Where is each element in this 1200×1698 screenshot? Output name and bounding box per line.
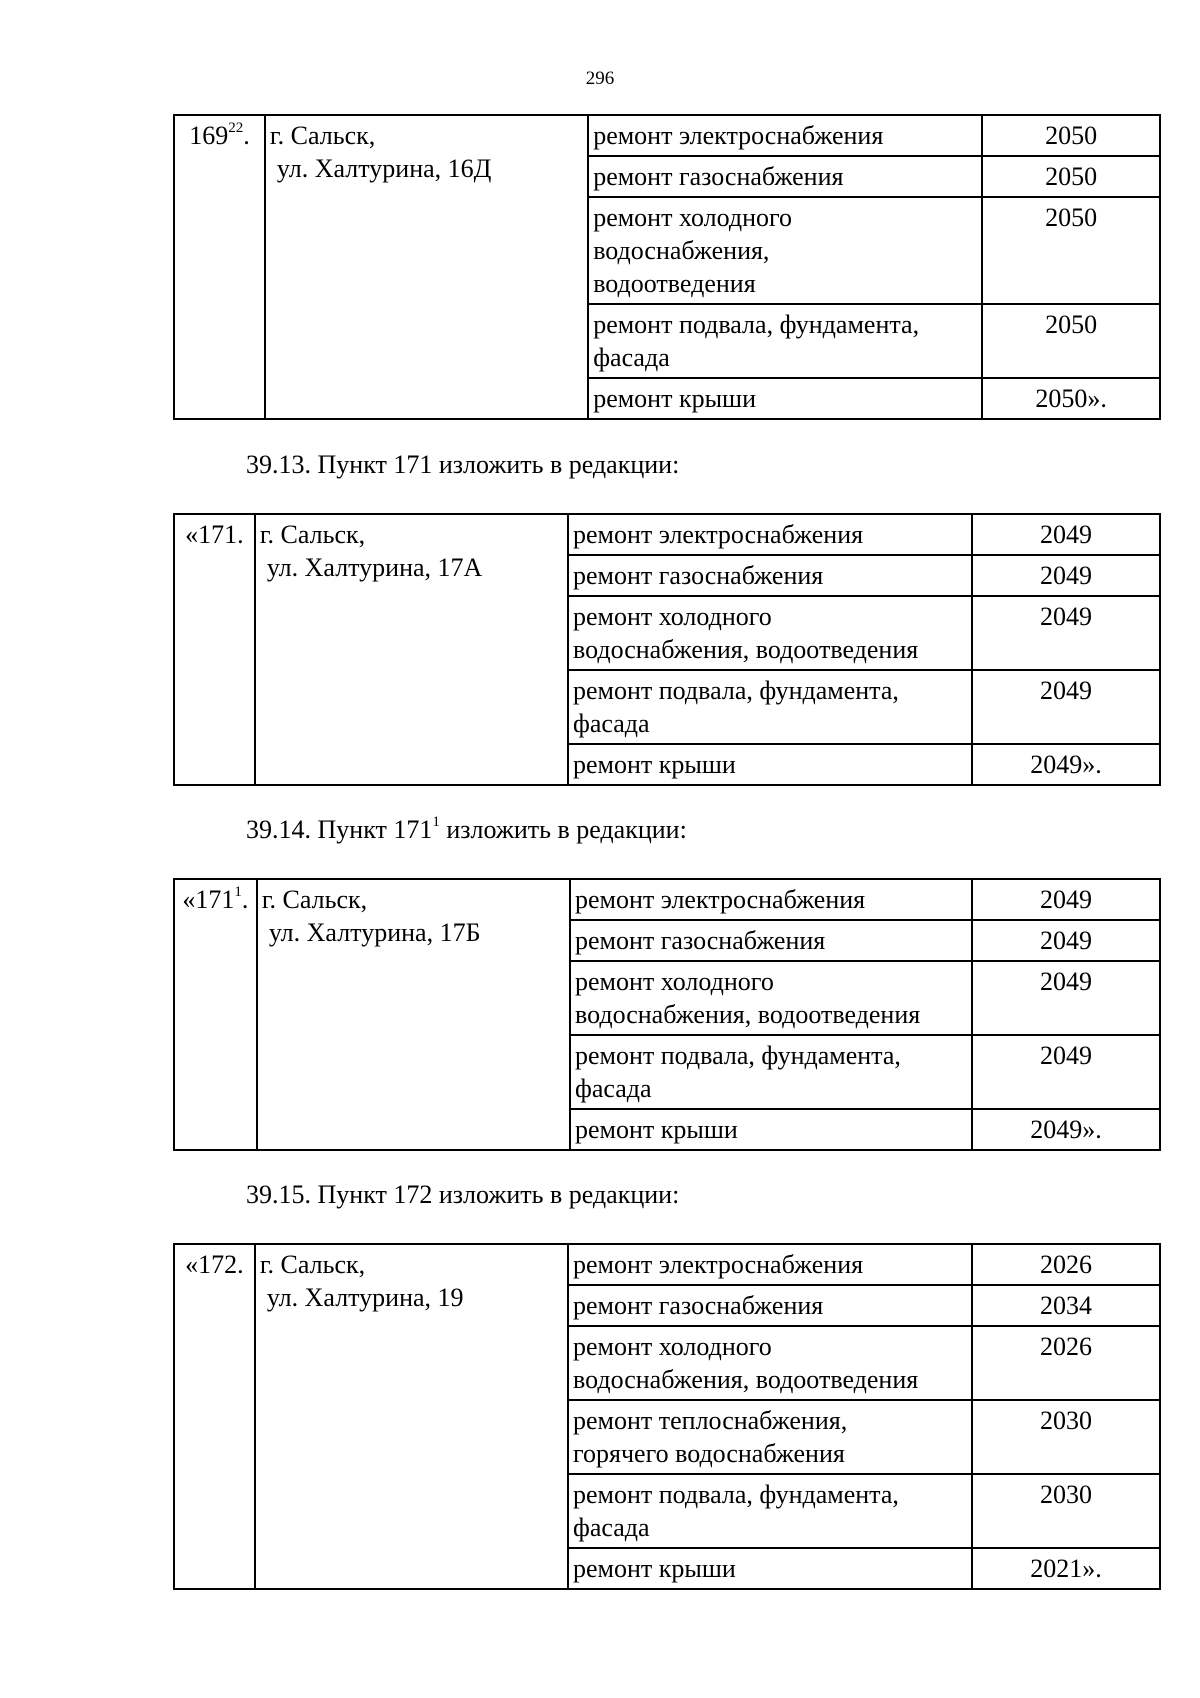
repair-table — [173, 1243, 1161, 1590]
instruction-paragraph: 39.15. Пункт 172 изложить в редакции: — [246, 1180, 680, 1209]
paragraph-text: 39.14. Пункт 171 — [246, 815, 433, 844]
work-type-cell — [568, 1244, 972, 1285]
work-type-line: ремонт подвала, фундамента, — [572, 676, 899, 705]
work-type-line: фасада — [593, 343, 670, 372]
address-line: г. Сальск, — [269, 121, 376, 150]
work-type-cell — [570, 1109, 972, 1150]
year-cell: 2050 — [982, 197, 1160, 304]
work-type-cell — [568, 555, 972, 596]
work-type-cell — [568, 670, 972, 744]
year-cell: 2034 — [972, 1285, 1160, 1326]
year-cell: 2030 — [972, 1400, 1160, 1474]
work-type-line: ремонт электроснабжения — [575, 885, 866, 914]
address-line: ул. Халтурина, 17Б — [268, 918, 481, 947]
instruction-paragraph: 39.13. Пункт 171 изложить в редакции: — [246, 450, 680, 479]
work-type-cell — [588, 115, 982, 156]
year-cell: 2021». — [972, 1548, 1160, 1589]
address-line: ул. Халтурина, 17А — [266, 553, 483, 582]
address-cell — [255, 514, 568, 785]
year-cell: 2049 — [972, 879, 1160, 920]
item-number-suffix: . — [241, 885, 249, 914]
work-type-cell — [570, 879, 972, 920]
work-type-line: фасада — [572, 1513, 650, 1542]
year-cell: 2049 — [972, 1035, 1160, 1109]
address-line: ул. Халтурина, 19 — [266, 1283, 464, 1312]
table-row — [174, 514, 1160, 555]
work-type-line: ремонт крыши — [572, 1554, 736, 1583]
work-type-line: ремонт газоснабжения — [572, 1291, 824, 1320]
work-type-line: ремонт электроснабжения — [572, 1250, 864, 1279]
work-type-cell — [568, 1285, 972, 1326]
work-type-line: водоснабжения, водоотведения — [572, 1365, 919, 1394]
work-type-cell — [568, 1400, 972, 1474]
work-type-cell — [568, 1474, 972, 1548]
table-row — [174, 879, 1160, 920]
address-line: ул. Халтурина, 16Д — [276, 154, 492, 183]
work-type-line: водоотведения — [593, 269, 756, 298]
paragraph-text: изложить в редакции: — [439, 815, 687, 844]
work-type-line: фасада — [572, 709, 650, 738]
item-number-superscript: 22 — [228, 120, 244, 137]
item-number — [174, 879, 257, 1150]
instruction-paragraph — [246, 813, 687, 846]
work-type-cell — [588, 197, 982, 304]
item-number-text: «172. — [185, 1250, 244, 1279]
work-type-line: горячего водоснабжения — [572, 1439, 845, 1468]
year-cell: 2050 — [982, 156, 1160, 197]
table-row — [174, 115, 1160, 156]
year-cell: 2049 — [972, 596, 1160, 670]
work-type-cell — [568, 1548, 972, 1589]
work-type-line: ремонт подвала, фундамента, — [572, 1480, 899, 1509]
item-number — [174, 514, 255, 785]
work-type-line: водоснабжения, — [593, 236, 770, 265]
year-cell: 2050 — [982, 304, 1160, 378]
repair-table — [173, 878, 1161, 1151]
work-type-cell — [588, 156, 982, 197]
item-number-suffix: . — [243, 121, 250, 150]
year-cell: 2049 — [972, 555, 1160, 596]
address-cell — [265, 115, 588, 419]
repair-table — [173, 114, 1161, 420]
work-type-line: водоснабжения, водоотведения — [572, 635, 919, 664]
address-cell — [257, 879, 570, 1150]
year-cell: 2049». — [972, 744, 1160, 785]
address-line: г. Сальск, — [259, 1250, 366, 1279]
item-number-superscript: 1 — [234, 884, 242, 901]
work-type-cell — [588, 304, 982, 378]
work-type-cell — [568, 514, 972, 555]
work-type-line: ремонт электроснабжения — [572, 520, 864, 549]
work-type-line: ремонт крыши — [575, 1115, 738, 1144]
item-number-text: 169 — [189, 121, 229, 150]
work-type-line: ремонт крыши — [572, 750, 736, 779]
work-type-line: ремонт газоснабжения — [575, 926, 826, 955]
year-cell: 2049 — [972, 920, 1160, 961]
work-type-line: ремонт холодного — [575, 967, 774, 996]
repair-table — [173, 513, 1161, 786]
table-row — [174, 1244, 1160, 1285]
page-number: 296 — [585, 68, 615, 89]
work-type-cell — [588, 378, 982, 419]
address-cell — [255, 1244, 568, 1589]
work-type-line: ремонт холодного — [572, 1332, 772, 1361]
year-cell: 2050 — [982, 115, 1160, 156]
work-type-cell — [570, 920, 972, 961]
item-number-text: «171. — [185, 520, 244, 549]
year-cell: 2049 — [972, 961, 1160, 1035]
work-type-line: фасада — [575, 1074, 652, 1103]
year-cell: 2049 — [972, 514, 1160, 555]
work-type-line: ремонт газоснабжения — [593, 162, 844, 191]
work-type-line: ремонт теплоснабжения, — [572, 1406, 848, 1435]
year-cell: 2026 — [972, 1326, 1160, 1400]
work-type-line: водоснабжения, водоотведения — [575, 1000, 921, 1029]
year-cell: 2050». — [982, 378, 1160, 419]
address-line: г. Сальск, — [259, 520, 366, 549]
year-cell: 2049 — [972, 670, 1160, 744]
year-cell: 2026 — [972, 1244, 1160, 1285]
work-type-line: ремонт газоснабжения — [572, 561, 824, 590]
work-type-cell — [570, 1035, 972, 1109]
work-type-line: ремонт крыши — [593, 384, 756, 413]
work-type-line: ремонт холодного — [593, 203, 793, 232]
item-number-text: «171 — [182, 885, 235, 914]
paragraph-superscript: 1 — [432, 814, 440, 831]
item-number — [174, 115, 265, 419]
work-type-cell — [568, 596, 972, 670]
work-type-cell — [568, 1326, 972, 1400]
work-type-cell — [568, 744, 972, 785]
address-line: г. Сальск, — [261, 885, 368, 914]
work-type-line: ремонт холодного — [572, 602, 772, 631]
year-cell: 2049». — [972, 1109, 1160, 1150]
work-type-line: ремонт подвала, фундамента, — [575, 1041, 901, 1070]
work-type-line: ремонт подвала, фундамента, — [593, 310, 920, 339]
year-cell: 2030 — [972, 1474, 1160, 1548]
work-type-cell — [570, 961, 972, 1035]
item-number — [174, 1244, 255, 1589]
work-type-line: ремонт электроснабжения — [593, 121, 884, 150]
